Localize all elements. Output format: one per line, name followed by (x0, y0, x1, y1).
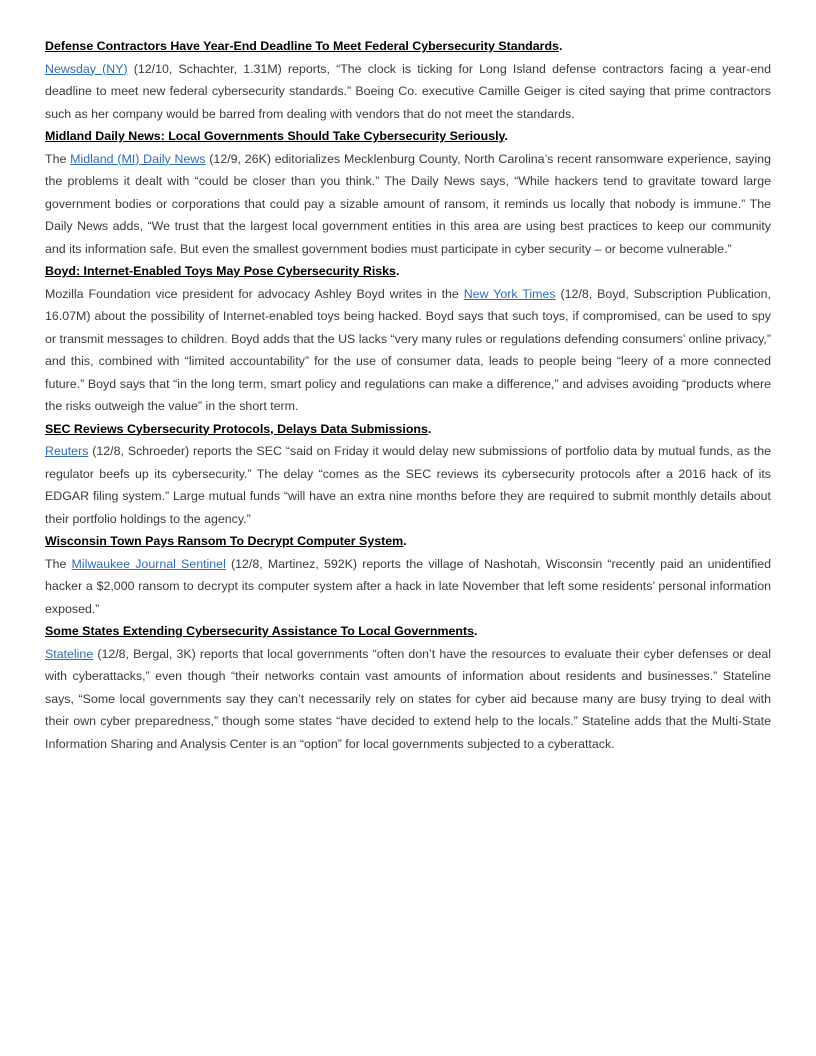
article-body: The Midland (MI) Daily News (12/9, 26K) editorializes Mecklenburg County, North Carolina’s recent ransomware experience, saying the problems it dealt with “could be closer than you think.” The Daily News says, “While hackers tend to gravitate toward large government bodies or corporations that could pay a sizable amount of ransom, it reminds us locally that nobody is immune.” The Daily News adds, “We trust that the largest local government entities in this area are using best practices to keep our community and its information safe. But even the smallest government bodies must participate in cyber security – or become vulnerable.” (45, 151, 771, 256)
article-body: The Milwaukee Journal Sentinel (12/8, Martinez, 592K) reports the village of Nashotah, Wisconsin “recently paid an unidentified hacker a $2,000 ransom to decrypt its computer system after a hack in late November that left some residents’ personal information exposed.” (45, 556, 772, 616)
article-state-assistance (45, 620, 771, 755)
source-link-milwaukee-journal-sentinel[interactable]: Milwaukee Journal Sentinel (71, 556, 226, 571)
article-headline: Midland Daily News: Local Governments Should Take Cybersecurity Seriously. (45, 129, 508, 143)
article-body: Reuters (12/8, Schroeder) reports the SEC “said on Friday it would delay new submissions of portfolio data by mutual funds, as the regulator beefs up its cybersecurity.” The delay “comes as the SEC reviews its cybersecurity protocols after a 2016 hack of its EDGAR filing system.” Large mutual funds “will have an extra nine months before they are required to submit monthly details about their portfolio holdings to the agency.” (45, 444, 771, 526)
article-headline: Some States Extending Cybersecurity Assistance To Local Governments. (45, 624, 478, 638)
article-headline: Boyd: Internet-Enabled Toys May Pose Cybersecurity Risks. (45, 264, 400, 278)
article-body: Stateline (12/8, Bergal, 3K) reports that local governments “often don’t have the resources to evaluate their cyber defenses or deal with cyberattacks,” even though “their networks contain vast amounts of information about residents and businesses.” Stateline says, “Some local governments say they can’t necessarily rely on states for cyber aid because many are busy trying to deal with their own cyber preparedness,” though some states “have decided to extend help to the locals.” Stateline adds that the Multi-State Information Sharing and Analysis Center is an “option” for local governments subjected to a cyberattack. (45, 646, 771, 751)
article-internet-toys (45, 260, 771, 418)
article-body: Mozilla Foundation vice president for advocacy Ashley Boyd writes in the New York Times (12/8, Boyd, Subscription Publication, 16.07M) about the possibility of Internet-enabled toys being hacked. Boyd says that such toys, if compromised, can be used to spy or transmit messages to children. Boyd adds that the US lacks “very many rules or regulations defending consumers’ online privacy,” and this, combined with “limited accountability” for the use of consumer data, leads to people being “leery of a more connected future.” Boyd says that “in the long term, smart policy and regulations can make a difference,” and advises avoiding “products where the risks outweigh the value” in the short term. (45, 286, 771, 413)
article-headline: Defense Contractors Have Year-End Deadline To Meet Federal Cybersecurity Standards. (45, 39, 563, 53)
article-headline: SEC Reviews Cybersecurity Protocols, Delays Data Submissions. (45, 421, 432, 436)
article-headline: Wisconsin Town Pays Ransom To Decrypt Computer System. (45, 534, 407, 548)
source-link-stateline[interactable]: Stateline (45, 646, 94, 661)
source-link-new-york-times[interactable]: New York Times (463, 286, 556, 301)
article-sec-protocols (45, 418, 771, 531)
article-body: Newsday (NY) (12/10, Schachter, 1.31M) reports, “The clock is ticking for Long Island defense contractors facing a year-end deadline to meet new federal cybersecurity standards.” Boeing Co. executive Camille Geiger is cited saying that prime contractors such as her company would be barred from dealing with vendors that do not meet the standards. (45, 61, 771, 121)
article-wisconsin-ransom (45, 530, 771, 620)
source-link-midland-daily-news[interactable]: Midland (MI) Daily News (70, 151, 206, 166)
source-link-reuters[interactable]: Reuters (45, 444, 89, 458)
article-midland-daily-news (45, 125, 771, 260)
news-briefing-page (45, 35, 771, 755)
source-link-newsday[interactable]: Newsday (NY) (45, 61, 128, 76)
article-defense-contractors (45, 35, 771, 125)
